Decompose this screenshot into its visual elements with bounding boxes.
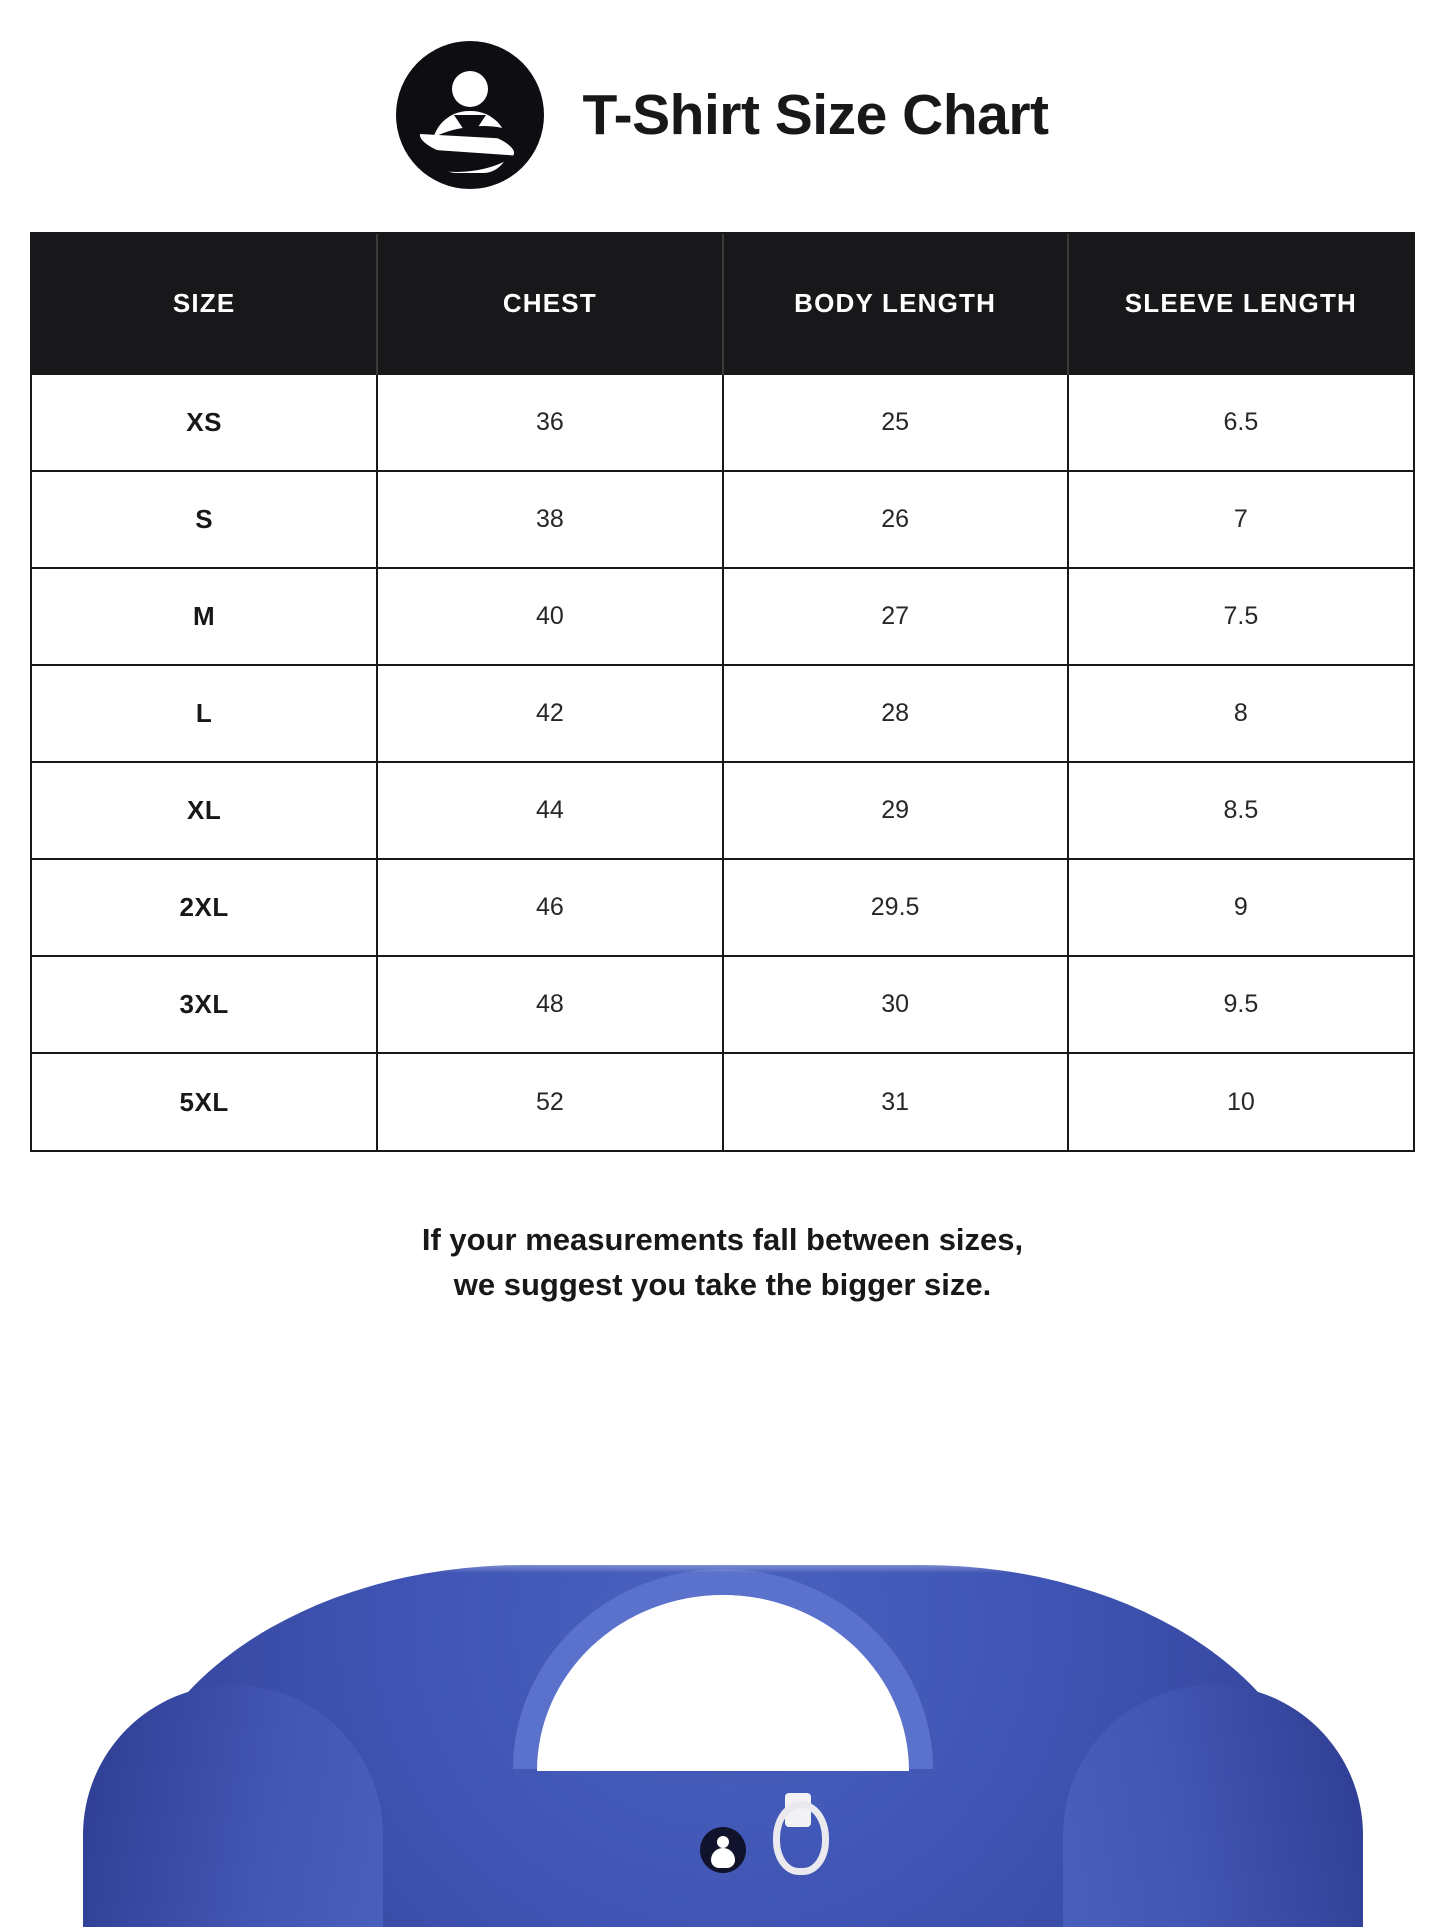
photo-top-fade [0,1547,1445,1573]
cell-chest: 36 [377,374,722,471]
cell-chest: 46 [377,859,722,956]
tshirt-right-shoulder [1063,1685,1363,1927]
table-row [32,374,1413,471]
cell-body-length: 28 [723,665,1068,762]
tshirt-collar-opening [537,1595,909,1771]
tshirt-photo [0,1547,1445,1927]
cell-body-length: 29.5 [723,859,1068,956]
cell-size: XL [32,762,377,859]
cell-chest: 44 [377,762,722,859]
sizing-note-line-2: we suggest you take the bigger size. [453,1266,992,1302]
tshirt-left-shoulder [83,1685,383,1927]
cell-sleeve-length: 8.5 [1068,762,1413,859]
cell-body-length: 31 [723,1053,1068,1150]
tshirt-collar [513,1569,933,1769]
cell-size: L [32,665,377,762]
cell-sleeve-length: 7.5 [1068,568,1413,665]
cell-body-length: 26 [723,471,1068,568]
cell-sleeve-length: 8 [1068,665,1413,762]
cell-size: S [32,471,377,568]
table-row [32,859,1413,956]
tshirt-hanger-loop [773,1801,829,1875]
column-header-body-length: BODY LENGTH [723,234,1068,374]
cell-sleeve-length: 10 [1068,1053,1413,1150]
tag-logo-head-shape [717,1836,729,1848]
cell-chest: 42 [377,665,722,762]
table-row [32,762,1413,859]
cell-sleeve-length: 9.5 [1068,956,1413,1053]
table-header [32,234,1413,374]
column-header-sleeve-length: SLEEVE LENGTH [1068,234,1413,374]
size-chart-table [32,234,1413,1150]
cell-chest: 38 [377,471,722,568]
cell-body-length: 25 [723,374,1068,471]
cell-sleeve-length: 7 [1068,471,1413,568]
cell-size: 3XL [32,956,377,1053]
tshirt-body-shape [123,1565,1323,1927]
brand-person-circle-tag-icon [700,1827,746,1873]
cell-body-length: 30 [723,956,1068,1053]
cell-size: 2XL [32,859,377,956]
cell-size: M [32,568,377,665]
page-header [0,0,1445,190]
table-row [32,665,1413,762]
cell-body-length: 29 [723,762,1068,859]
cell-chest: 40 [377,568,722,665]
table-body [32,374,1413,1150]
cell-size: XS [32,374,377,471]
cell-size: 5XL [32,1053,377,1150]
table-row [32,956,1413,1053]
table-header-row [32,234,1413,374]
cell-chest: 52 [377,1053,722,1150]
table-row [32,1053,1413,1150]
cell-chest: 48 [377,956,722,1053]
cell-sleeve-length: 9 [1068,859,1413,956]
column-header-size: SIZE [32,234,377,374]
table-row [32,568,1413,665]
cell-body-length: 27 [723,568,1068,665]
size-chart-table-container [30,232,1415,1152]
logo-head-shape [452,71,488,107]
tag-logo-body-shape [711,1848,735,1868]
brand-person-circle-logo-icon [396,41,544,189]
sizing-note-line-1: If your measurements fall between sizes, [421,1222,1024,1257]
sizing-note [0,1218,1445,1308]
page-title: T-Shirt Size Chart [582,83,1049,147]
cell-sleeve-length: 6.5 [1068,374,1413,471]
column-header-chest: CHEST [377,234,722,374]
table-row [32,471,1413,568]
